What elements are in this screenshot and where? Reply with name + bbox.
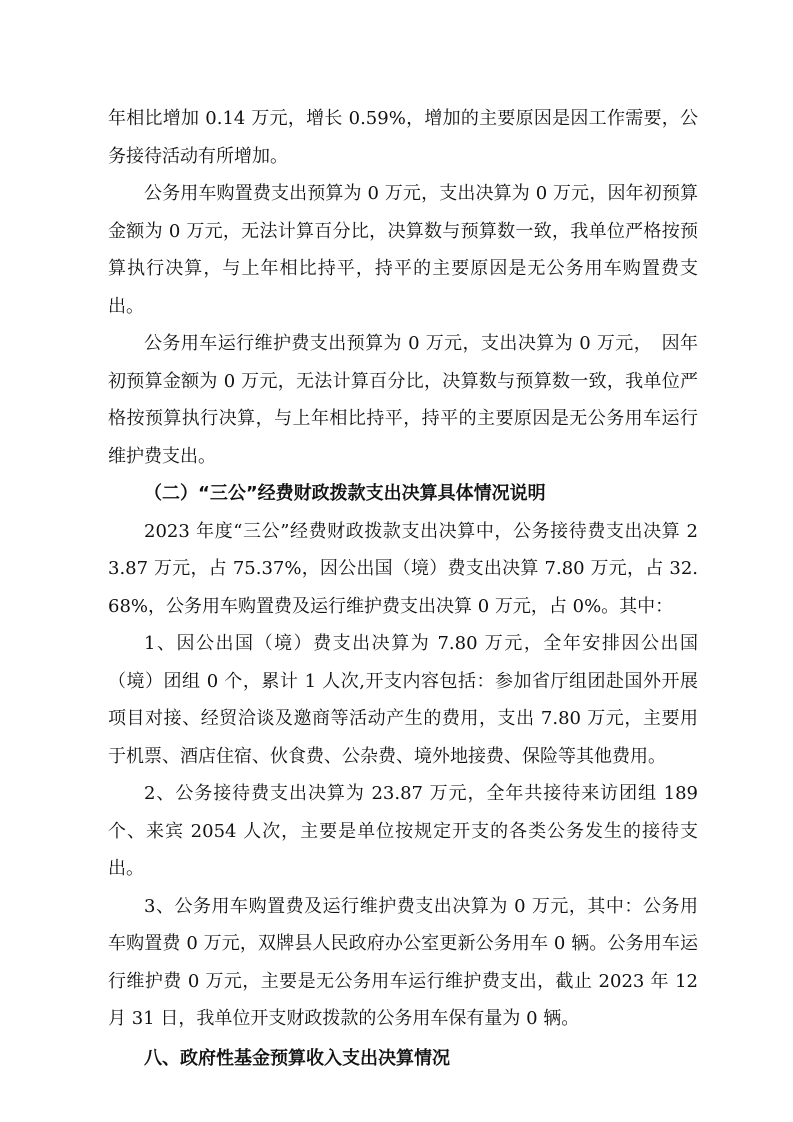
section-heading-government-fund: 八、政府性基金预算收入支出决算情况 [144, 1047, 450, 1069]
paragraph-overseas-travel: 1、因公出国（境）费支出决算为 7.80 万元，全年安排因公出国（境）团组 0 个，累计 1 人次,开支内容包括：参加省厅组团赴国外开展项目对接、经贸洽谈及邀商等活动产生的费用，支出 7.80 万元，主要用于机票、酒店住宿、伙食费、公杂费、境外地接费、保险等其他费用。 [108, 633, 698, 767]
paragraph-official-vehicles: 3、公务用车购置费及运行维护费支出决算为 0 万元，其中：公务用车购置费 0 万元，双牌县人民政府办公室更新公务用车 0 辆。公务用车运行维护费 0 万元，主要是无公务用车运行维护费支出，截止 2023 年 12 月 31 日，我单位开支财政拨款的公务用车保有量为 0 辆。 [108, 895, 698, 1029]
paragraph-continued-increase: 年相比增加 0.14 万元，增长 0.59%，增加的主要原因是因工作需要，公务接待活动有所增加。 [108, 108, 698, 167]
paragraph-vehicle-maintenance: 公务用车运行维护费支出预算为 0 万元，支出决算为 0 万元， 因年初预算金额为 0 万元，无法计算百分比，决算数与预算数一致，我单位严格按预算执行决算，与上年相比持平，持平的主要原因是无公务用车运行维护费支出。 [108, 333, 698, 467]
paragraph-official-reception: 2、公务接待费支出决算为 23.87 万元，全年共接待来访团组 189 个、来宾 2054 人次，主要是单位按规定开支的各类公务发生的接待支出。 [108, 783, 698, 879]
paragraph-three-public-summary: 2023 年度“三公”经费财政拨款支出决算中，公务接待费支出决算 23.87 万元，占 75.37%，因公出国（境）费支出决算 7.80 万元，占 32.68%，公务用车购置费及运行维护费支出决算 0 万元，占 0%。其中： [108, 520, 698, 617]
paragraph-vehicle-purchase: 公务用车购置费支出预算为 0 万元，支出决算为 0 万元，因年初预算金额为 0 万元，无法计算百分比，决算数与预算数一致，我单位严格按预算执行决算，与上年相比持平，持平的主要原因是无公务用车购置费支出。 [108, 183, 698, 317]
document-body [108, 100, 698, 1077]
subheading-three-public-expenses: （二）“三公”经费财政拨款支出决算具体情况说明 [144, 483, 546, 504]
